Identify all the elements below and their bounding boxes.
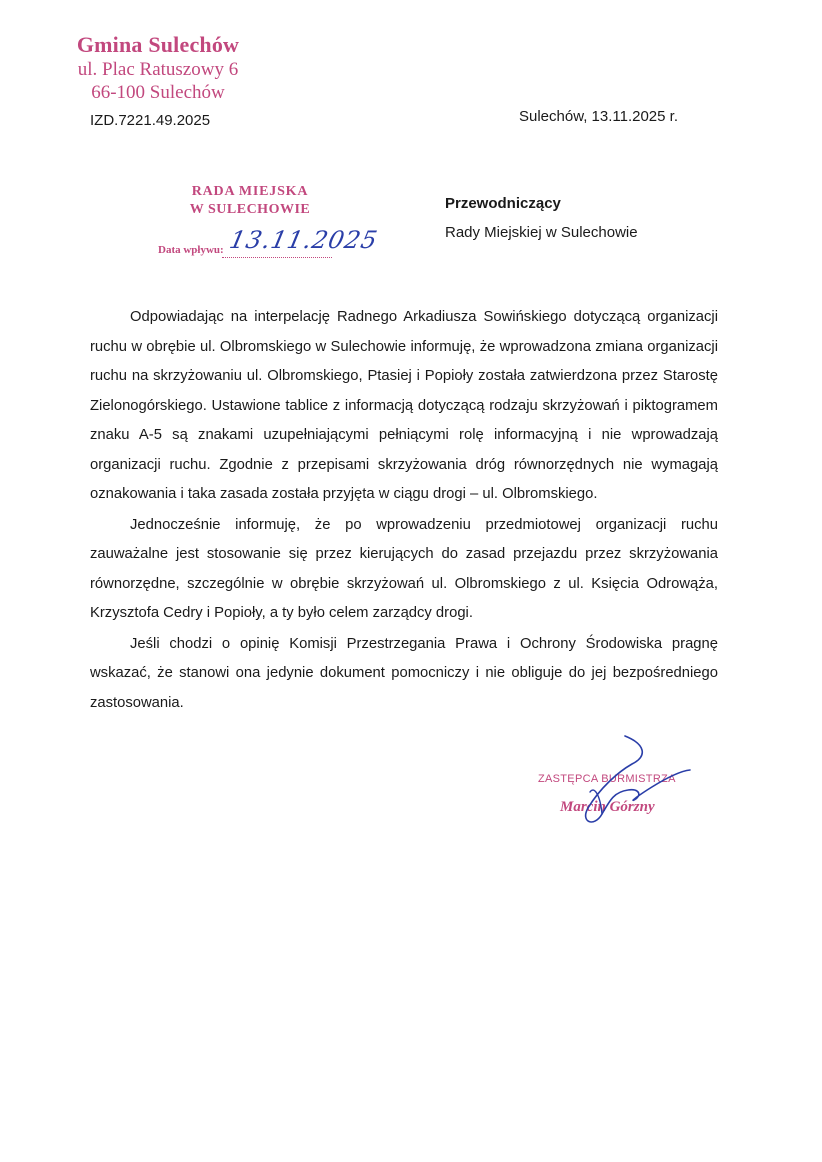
letter-body <box>90 303 718 719</box>
signature-name-stamp: Marcin Górzny <box>560 799 655 815</box>
body-paragraph: Jeśli chodzi o opinię Komisji Przestrzegania Prawa i Ochrony Środowiska pragnę wskazać, że stanowi ona jedynie dokument pomocniczy i nie obliguje do jej bezpośredniego zastosowania. <box>90 635 718 711</box>
addressee-body: Rady Miejskiej w Sulechowie <box>445 224 638 241</box>
reference-number: IZD.7221.49.2025 <box>90 112 211 129</box>
received-stamp-line1: RADA MIEJSKA <box>191 184 309 199</box>
handwritten-received-date: 13.11.2025 <box>227 226 381 254</box>
handwritten-signature <box>530 730 730 840</box>
received-date-label: Data wpływu: <box>158 244 224 256</box>
stamp-municipality-name: Gmina Sulechów <box>76 32 240 57</box>
received-date-dotted-line <box>222 257 332 258</box>
addressee-block <box>445 195 638 241</box>
received-stamp <box>150 184 381 256</box>
body-paragraph: Odpowiadając na interpelację Radnego Arkadiusza Sowińskiego dotyczącą organizacji ruchu w obrębie ul. Olbromskiego w Sulechowie informuję, że wprowadzona zmiana organizacji ruchu na skrzyżowaniu ul. Olbromskiego, Ptasiej i Popioły została zatwierdzona przez Starostę Zielonogórskiego. Ustawione tablice z informacją dotyczącą rodzaju skrzyżowań i piktogramem znaku A-5 są znakami uzupełniającymi pełniącymi rolę informacyjną i nie wprowadzają organizacji ruchu. Zgodnie z przepisami skrzyżowania dróg równorzędnych nie wymagają oznakowania i taka zasada została przyjęta w ciągu drogi – ul. Olbromskiego. <box>90 309 718 502</box>
received-stamp-line2: W SULECHOWIE <box>189 202 311 217</box>
body-paragraph: Jednocześnie informuję, że po wprowadzeniu przedmiotowej organizacji ruchu zauważalne jest stosowanie się przez kierujących do zasad przejazdu przez skrzyżowania równorzędne, szczególnie w obrębie skrzyżowań ul. Olbromskiego z ul. Księcia Odrowąża, Krzysztofa Cedry i Popioły, a ty było celem zarządcy drogi. <box>90 516 718 621</box>
stamp-street-address: ul. Plac Ratuszowy 6 <box>77 59 239 80</box>
signature-title-stamp: ZASTĘPCA BURMISTRZA <box>538 773 676 785</box>
addressee-title: Przewodniczący <box>445 195 561 212</box>
signature-block <box>530 730 730 840</box>
municipality-header-stamp <box>58 32 258 104</box>
stamp-postal-city: 66-100 Sulechów <box>91 82 225 103</box>
letter-date: Sulechów, 13.11.2025 r. <box>518 108 678 125</box>
